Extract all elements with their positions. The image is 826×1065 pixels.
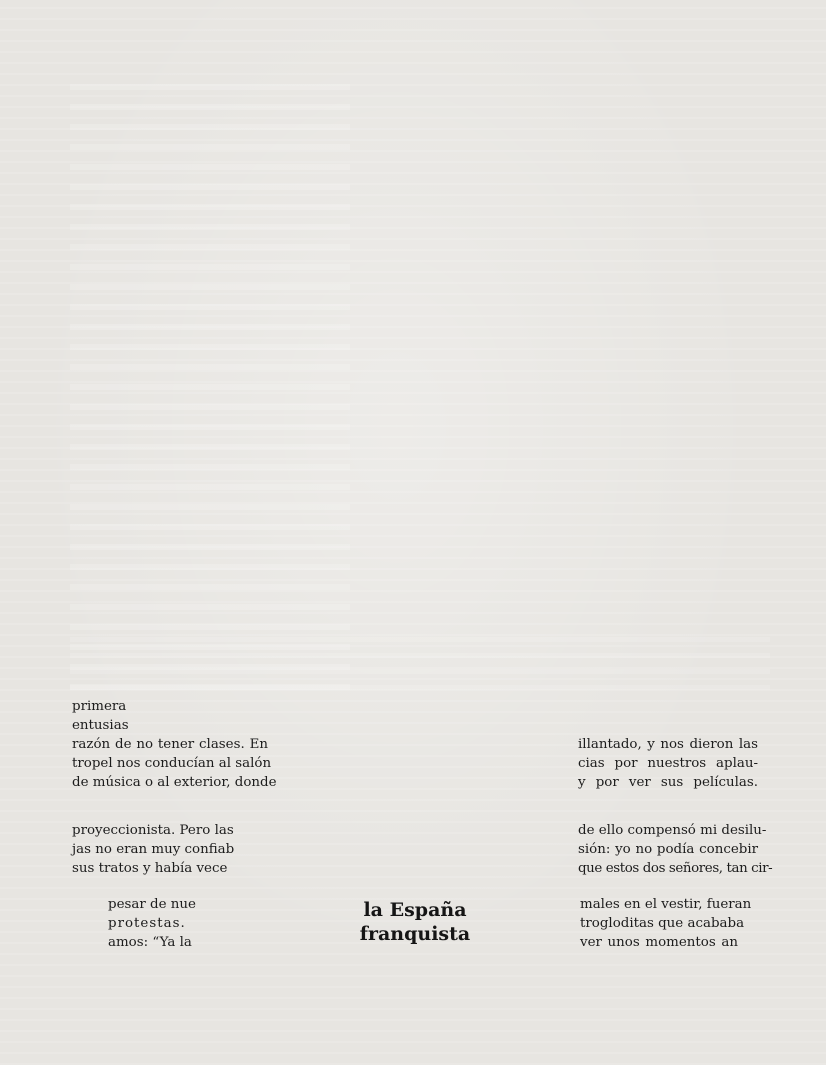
- headline-line: franquista: [359, 923, 471, 945]
- faded-text-area: [70, 70, 350, 690]
- text-line: y por ver sus películas.: [578, 775, 758, 790]
- section-headline: [350, 898, 480, 946]
- text-line: entusias: [72, 718, 129, 733]
- text-line: primera: [72, 699, 127, 714]
- text-line: razón de no tener clases. En: [72, 737, 268, 752]
- text-line: cias por nuestros aplau-: [578, 756, 758, 771]
- text-line: trogloditas que acababa: [580, 916, 745, 931]
- text-line: de música o al exterior, donde: [72, 775, 277, 790]
- text-line: que estos dos señores, tan cir-: [578, 861, 773, 876]
- text-line: sus tratos y había vece: [72, 861, 228, 876]
- text-line: males en el vestir, fueran: [580, 897, 752, 912]
- text-line: tropel nos conducían al salón: [72, 756, 272, 771]
- faded-text-band: [70, 630, 770, 690]
- text-line: jas no eran muy confiab: [72, 842, 235, 857]
- text-line: proyeccionista. Pero las: [72, 823, 234, 838]
- text-line: pesar de nue: [108, 897, 196, 912]
- headline-line: la España: [363, 899, 467, 921]
- text-line: sión: yo no podía concebir: [578, 842, 758, 857]
- text-line: ver unos momentos an: [580, 935, 738, 950]
- text-line: amos: “Ya la: [108, 935, 192, 950]
- text-line: de ello compensó mi desilu-: [578, 823, 767, 838]
- text-line: illantado, y nos dieron las: [578, 737, 758, 752]
- text-line: protestas.: [108, 916, 186, 931]
